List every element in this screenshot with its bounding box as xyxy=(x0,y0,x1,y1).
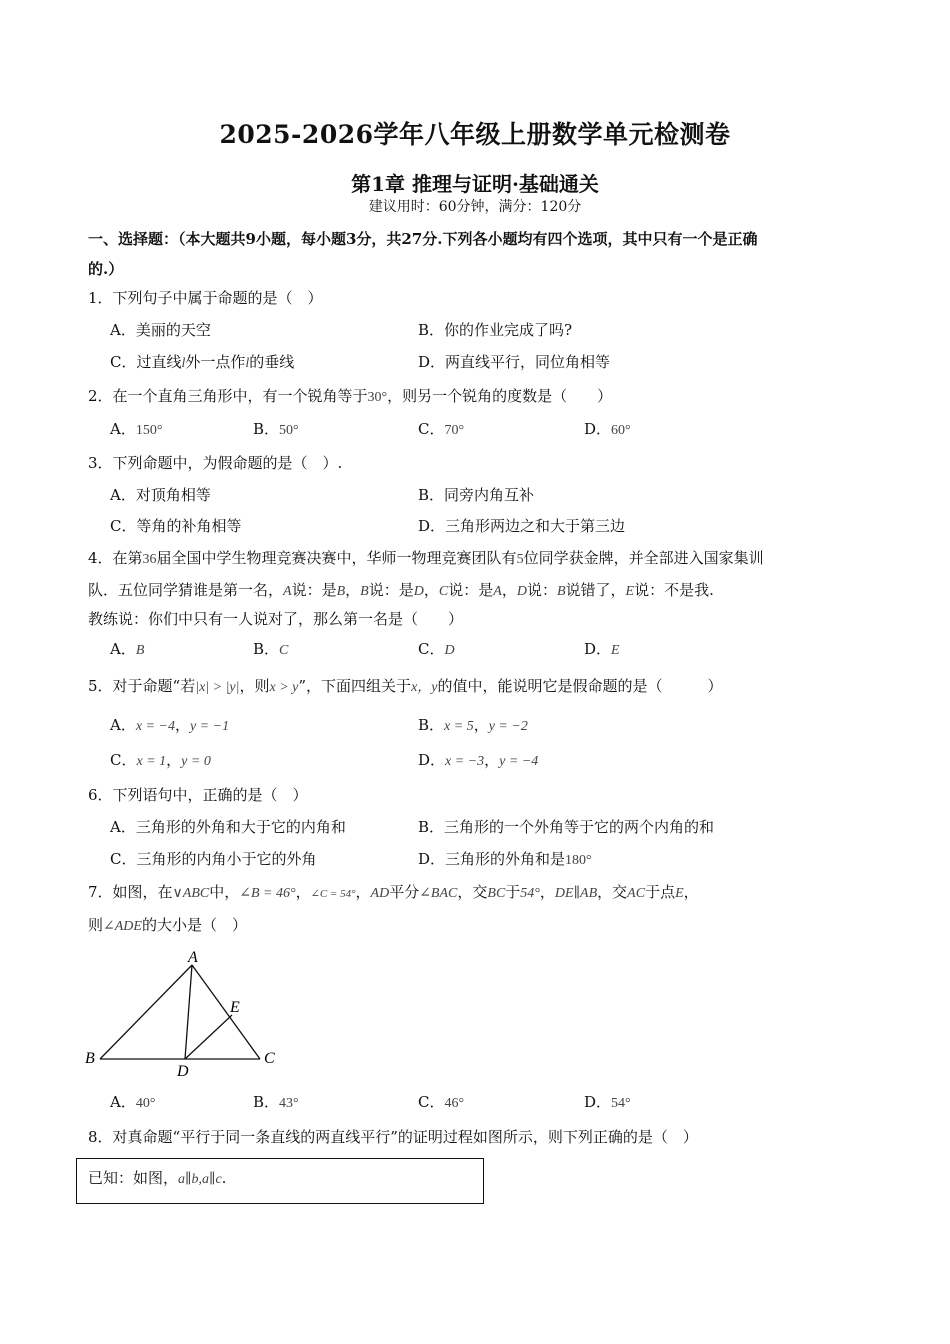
chapter-subtitle: 第1章 推理与证明·基础通关 xyxy=(351,172,599,196)
segment-ad xyxy=(185,965,192,1059)
q6-option-b: B．三角形的一个外角等于它的两个内角的和 xyxy=(418,818,715,836)
q6-option-d: D．三角形的外角和是180° xyxy=(418,850,592,868)
q7-option-c: C．46° xyxy=(418,1093,465,1111)
segment-ac xyxy=(192,965,260,1059)
q7-option-b: B．43° xyxy=(253,1093,299,1111)
section-heading-line1: 一、选择题：（本大题共9小题，每小题3分，共27分.下列各小题均有四个选项，其中只有一个是正确 xyxy=(88,230,758,248)
q4-option-d: D．E xyxy=(584,640,620,658)
q3-option-a: A．对顶角相等 xyxy=(110,486,211,504)
label-d: D xyxy=(177,1063,189,1080)
label-e: E xyxy=(230,999,240,1016)
q5-stem: 5．对于命题“若|x| > |y|，则x > y”，下面四组关于x，y的值中，能说明它是假命题的是（ ） xyxy=(88,677,723,695)
q5-option-c: C．x = 1，y = 0 xyxy=(110,751,211,769)
q2-option-c: C．70° xyxy=(418,420,465,438)
q5-option-a: A．x = −4，y = −1 xyxy=(110,716,230,734)
q1-option-c: C．过直线l外一点作l的垂线 xyxy=(110,353,295,371)
q1-option-a: A．美丽的天空 xyxy=(110,321,211,339)
segment-de xyxy=(185,1015,232,1059)
label-b: B xyxy=(85,1050,95,1067)
q6-option-c: C．三角形的内角小于它的外角 xyxy=(110,850,317,868)
q2-option-d: D．60° xyxy=(584,420,631,438)
q6-option-a: A．三角形的外角和大于它的内角和 xyxy=(110,818,346,836)
q7-stem-line1: 7．如图，在∨ABC中，∠B = 46°，∠C = 54°，AD平分∠BAC，交BC于54°，DE∥AB，交AC于点E， xyxy=(88,883,699,901)
time-note: 建议用时：60分钟，满分：120分 xyxy=(368,199,582,215)
q1-option-b: B．你的作业完成了吗? xyxy=(418,321,573,339)
q1-option-d: D．两直线平行，同位角相等 xyxy=(418,353,611,371)
segment-ab xyxy=(100,965,192,1059)
q7-stem-line2: 则∠ADE的大小是（ ） xyxy=(88,916,247,934)
q4-stem-line3: 教练说：你们中只有一人说对了，那么第一名是（ ） xyxy=(88,610,464,628)
q3-option-b: B．同旁内角互补 xyxy=(418,486,535,504)
q1-stem: 1．下列句子中属于命题的是（ ） xyxy=(88,289,323,307)
q7-option-a: A．40° xyxy=(110,1093,156,1111)
q8-stem: 8．对真命题“平行于同一条直线的两直线平行”的证明过程如图所示，则下列正确的是（ ） xyxy=(88,1128,698,1146)
q8-given: 已知：如图，a∥b,a∥c. xyxy=(88,1169,227,1187)
q3-option-d: D．三角形两边之和大于第三边 xyxy=(418,517,626,535)
q4-option-a: A．B xyxy=(110,640,145,658)
q4-option-c: C．D xyxy=(418,640,455,658)
q5-option-b: B．x = 5，y = −2 xyxy=(418,716,528,734)
q5-option-d: D．x = −3，y = −4 xyxy=(418,751,539,769)
q4-stem-line2: 队．五位同学猜谁是第一名，A说：是B，B说：是D，C说：是A，D说：B说错了，E说：不是我. xyxy=(88,581,714,599)
q3-option-c: C．等角的补角相等 xyxy=(110,517,242,535)
q6-stem: 6．下列语句中，正确的是（ ） xyxy=(88,786,308,804)
page-title: 2025-2026学年八年级上册数学单元检测卷 xyxy=(219,120,731,149)
label-c: C xyxy=(264,1050,275,1067)
q2-option-a: A．150° xyxy=(110,420,163,438)
section-heading-line2: 的.） xyxy=(88,260,124,278)
q4-option-b: B．C xyxy=(253,640,289,658)
q7-option-d: D．54° xyxy=(584,1093,631,1111)
q7-triangle-figure xyxy=(82,945,292,1080)
q2-stem: 2．在一个直角三角形中，有一个锐角等于30°，则另一个锐角的度数是（ ） xyxy=(88,387,613,405)
label-a: A xyxy=(188,949,198,966)
q4-stem-line1: 4．在第36届全国中学生物理竞赛决赛中，华师一物理竞赛团队有5位同学获金牌，并全部进入国家集训 xyxy=(88,549,764,567)
q3-stem: 3．下列命题中，为假命题的是（ ）. xyxy=(88,454,343,472)
q2-option-b: B．50° xyxy=(253,420,299,438)
